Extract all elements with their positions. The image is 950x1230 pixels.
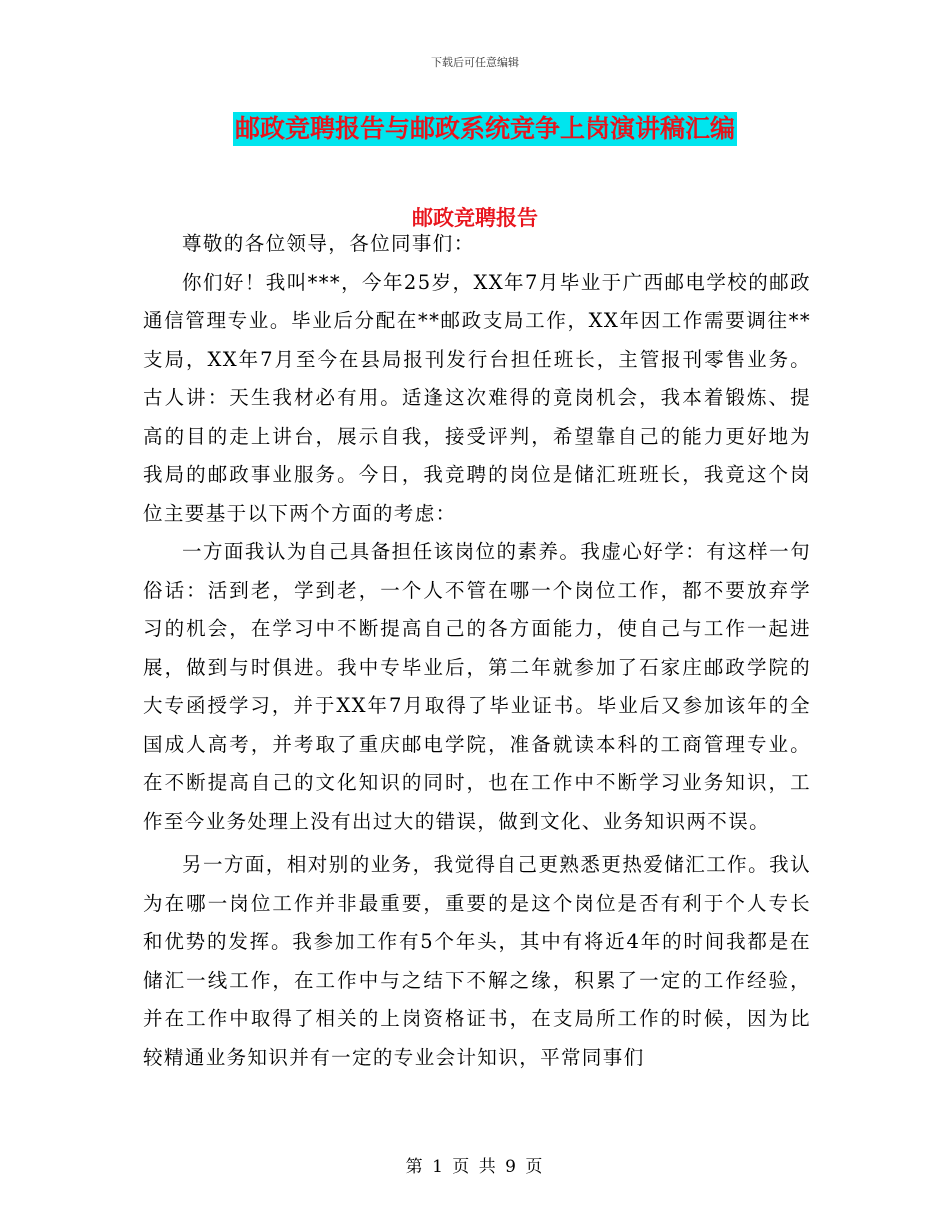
section-title: 邮政竞聘报告 [412,206,538,230]
header-note: 下载后可任意编辑 [431,56,519,69]
introduction-paragraph: 你们好！我叫***，今年25岁，XX年7月毕业于广西邮电学校的邮政通信管理专业。毕业后分配在**邮政支局工作，XX年因工作需要调往**支局，XX年7月至今在县局报刊发行台担任班长，主管报刊零售业务。古人讲：天生我材必有用。适逢这次难得的竟岗机会，我本着锻炼、提高的目的走上讲台，展示自我，接受评判，希望靠自己的能力更好地为我局的邮政事业服务。今日，我竞聘的岗位是储汇班班长，我竟这个岗位主要基于以下两个方面的考虑： [143,270,811,525]
document-body [143,225,811,1077]
page-indicator: 第 1 页 共 9 页 [405,1157,545,1177]
experience-paragraph: 另一方面，相对别的业务，我觉得自己更熟悉更热爱储汇工作。我认为在哪一岗位工作并非最重要，重要的是这个岗位是否有利于个人专长和优势的发挥。我参加工作有5个年头，其中有将近4年的时间我都是在储汇一线工作，在工作中与之结下不解之缘，积累了一定的工作经验，并在工作中取得了相关的上岗资格证书，在支局所工作的时候，因为比较精通业务知识并有一定的专业会计知识，平常同事们 [143,853,811,1069]
qualification-paragraph: 一方面我认为自己具备担任该岗位的素养。我虚心好学：有这样一句俗话：活到老，学到老，一个人不管在哪一个岗位工作，都不要放弃学习的机会，在学习中不断提高自己的各方面能力，使自己与工作一起进展，做到与时俱进。我中专毕业后，第二年就参加了石家庄邮政学院的大专函授学习，并于XX年7月取得了毕业证书。毕业后又参加该年的全国成人高考，并考取了重庆邮电学院，准备就读本科的工商管理专业。在不断提高自己的文化知识的同时，也在工作中不断学习业务知识，工作至今业务处理上没有出过大的错误，做到文化、业务知识两不误。 [143,540,811,833]
document-title: 邮政竞聘报告与邮政系统竞争上岗演讲稿汇编 [233,112,737,146]
salutation-paragraph: 尊敬的各位领导，各位同事们： [182,232,475,255]
